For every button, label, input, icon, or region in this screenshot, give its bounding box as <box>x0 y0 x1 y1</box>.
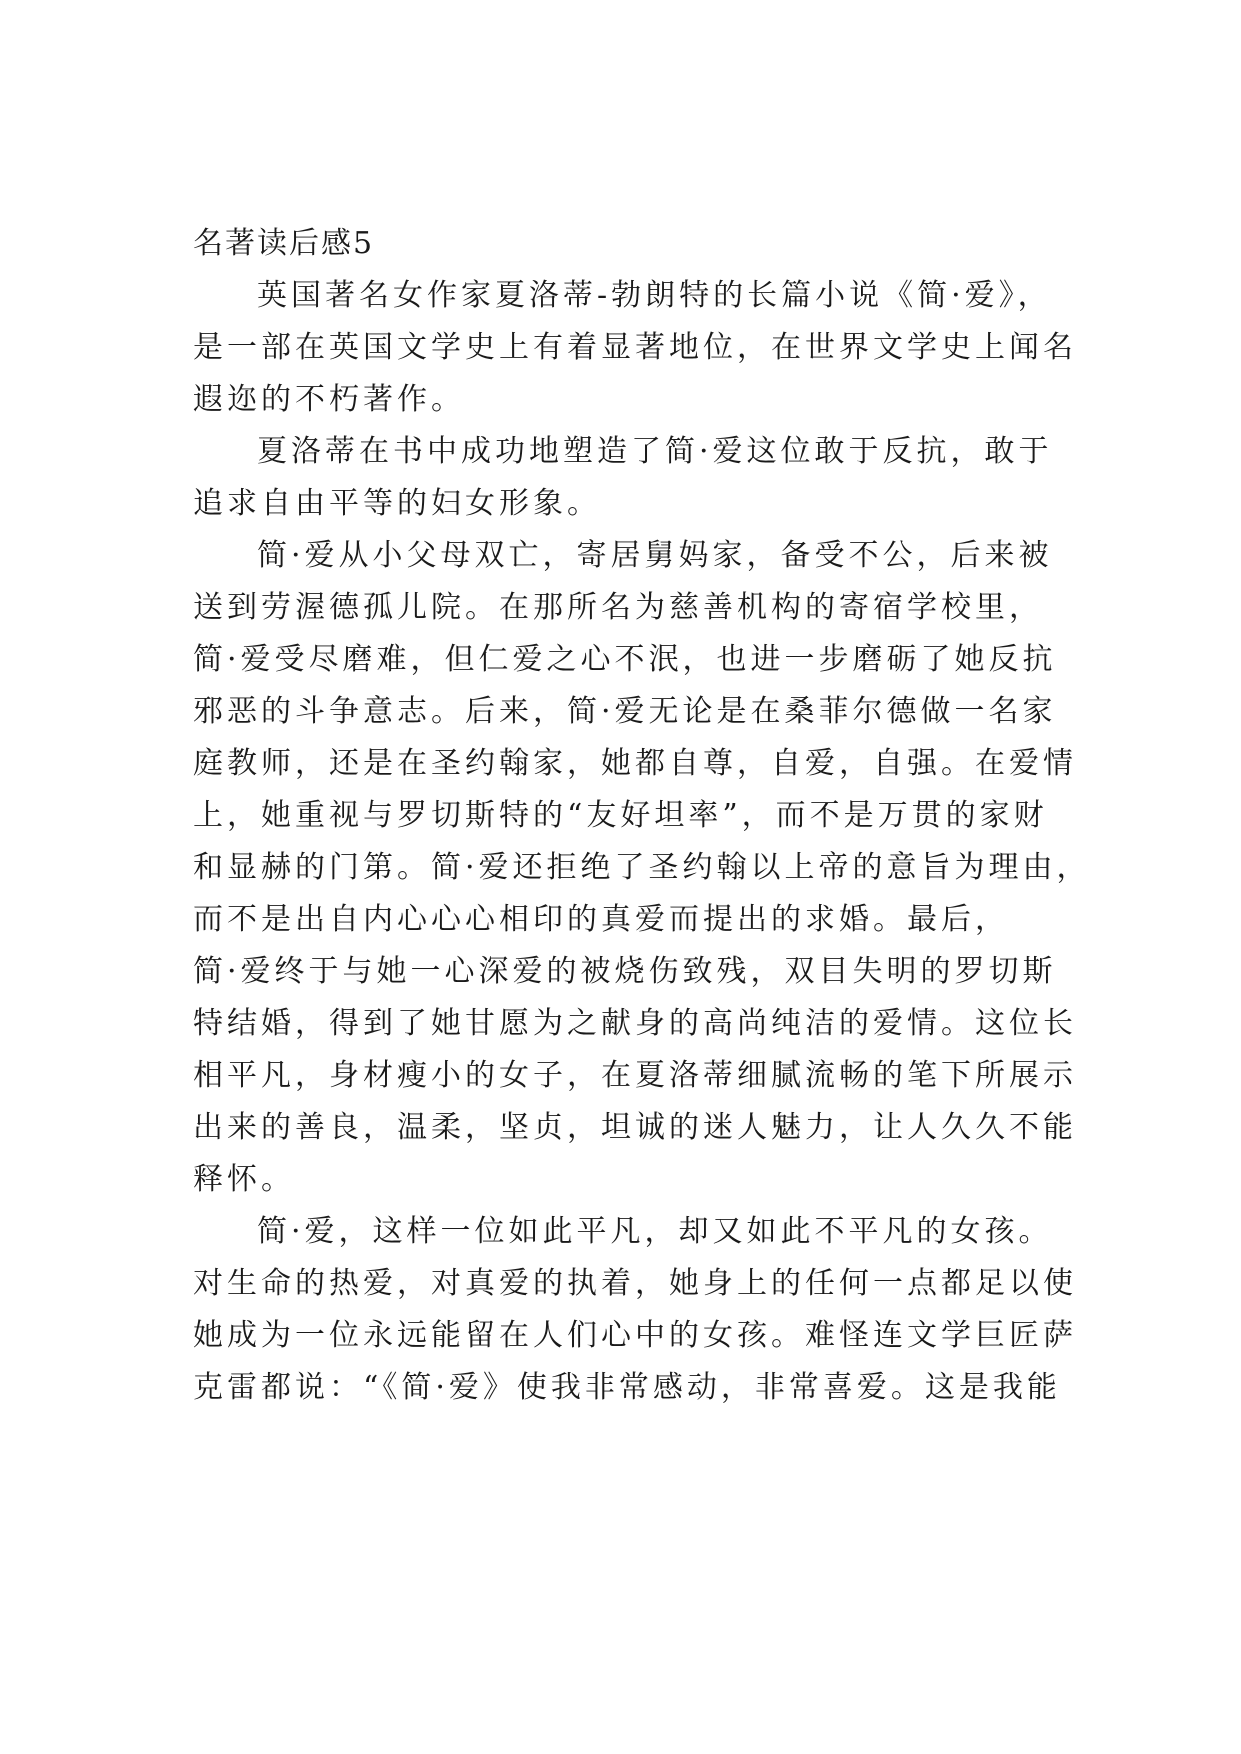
paragraph-1 <box>193 270 1077 426</box>
paragraph-line: 英国著名女作家夏洛蒂-勃朗特的长篇小说《简·爱》， <box>257 278 1052 313</box>
paragraph-line: 克雷都说：“《简·爱》使我非常感动，非常喜爱。这是我能 <box>193 1370 1061 1405</box>
paragraph-line: 庭教师，还是在圣约翰家，她都自尊，自爱，自强。在爱情 <box>193 746 1077 781</box>
paragraph-4 <box>193 1206 1077 1414</box>
paragraph-line: 简·爱受尽磨难，但仁爱之心不泯，也进一步磨砺了她反抗 <box>193 642 1057 677</box>
document-body <box>193 218 1091 1414</box>
document-title: 名著读后感5 <box>193 226 375 261</box>
paragraph-line: 特结婚，得到了她甘愿为之献身的高尚纯洁的爱情。这位长 <box>193 1006 1077 1041</box>
paragraph-line: 追求自由平等的妇女形象。 <box>193 486 601 521</box>
paragraph-line: 相平凡，身材瘦小的女子，在夏洛蒂细腻流畅的笔下所展示 <box>193 1058 1077 1093</box>
paragraph-line: 而不是出自内心心心相印的真爱而提出的求婚。最后， <box>193 902 1009 937</box>
paragraph-line: 是一部在英国文学史上有着显著地位，在世界文学史上闻名 <box>193 330 1077 365</box>
paragraph-line: 简·爱从小父母双亡，寄居舅妈家，备受不公，后来被 <box>257 538 1053 573</box>
paragraph-2 <box>193 426 1053 530</box>
paragraph-line: 送到劳渥德孤儿院。在那所名为慈善机构的寄宿学校里， <box>193 590 1043 625</box>
paragraph-line: 对生命的热爱，对真爱的执着，她身上的任何一点都足以使 <box>193 1266 1077 1301</box>
paragraph-line: 夏洛蒂在书中成功地塑造了简·爱这位敢于反抗，敢于 <box>257 434 1053 469</box>
paragraph-line: 简·爱，这样一位如此平凡，却又如此不平凡的女孩。 <box>257 1214 1053 1249</box>
paragraph-line: 遐迩的不朽著作。 <box>193 382 465 417</box>
paragraph-line: 和显赫的门第。简·爱还拒绝了圣约翰以上帝的意旨为理由， <box>193 850 1091 885</box>
paragraph-line: 邪恶的斗争意志。后来，简·爱无论是在桑菲尔德做一名家 <box>193 694 1057 729</box>
paragraph-line: 上，她重视与罗切斯特的“友好坦率”，而不是万贯的家财 <box>193 798 1048 833</box>
paragraph-line: 释怀。 <box>193 1162 295 1197</box>
paragraph-line: 出来的善良，温柔，坚贞，坦诚的迷人魅力，让人久久不能 <box>193 1110 1077 1145</box>
paragraph-line: 简·爱终于与她一心深爱的被烧伤致残，双目失明的罗切斯 <box>193 954 1057 989</box>
paragraph-line: 她成为一位永远能留在人们心中的女孩。难怪连文学巨匠萨 <box>193 1318 1077 1353</box>
paragraph-3 <box>193 530 1091 1206</box>
